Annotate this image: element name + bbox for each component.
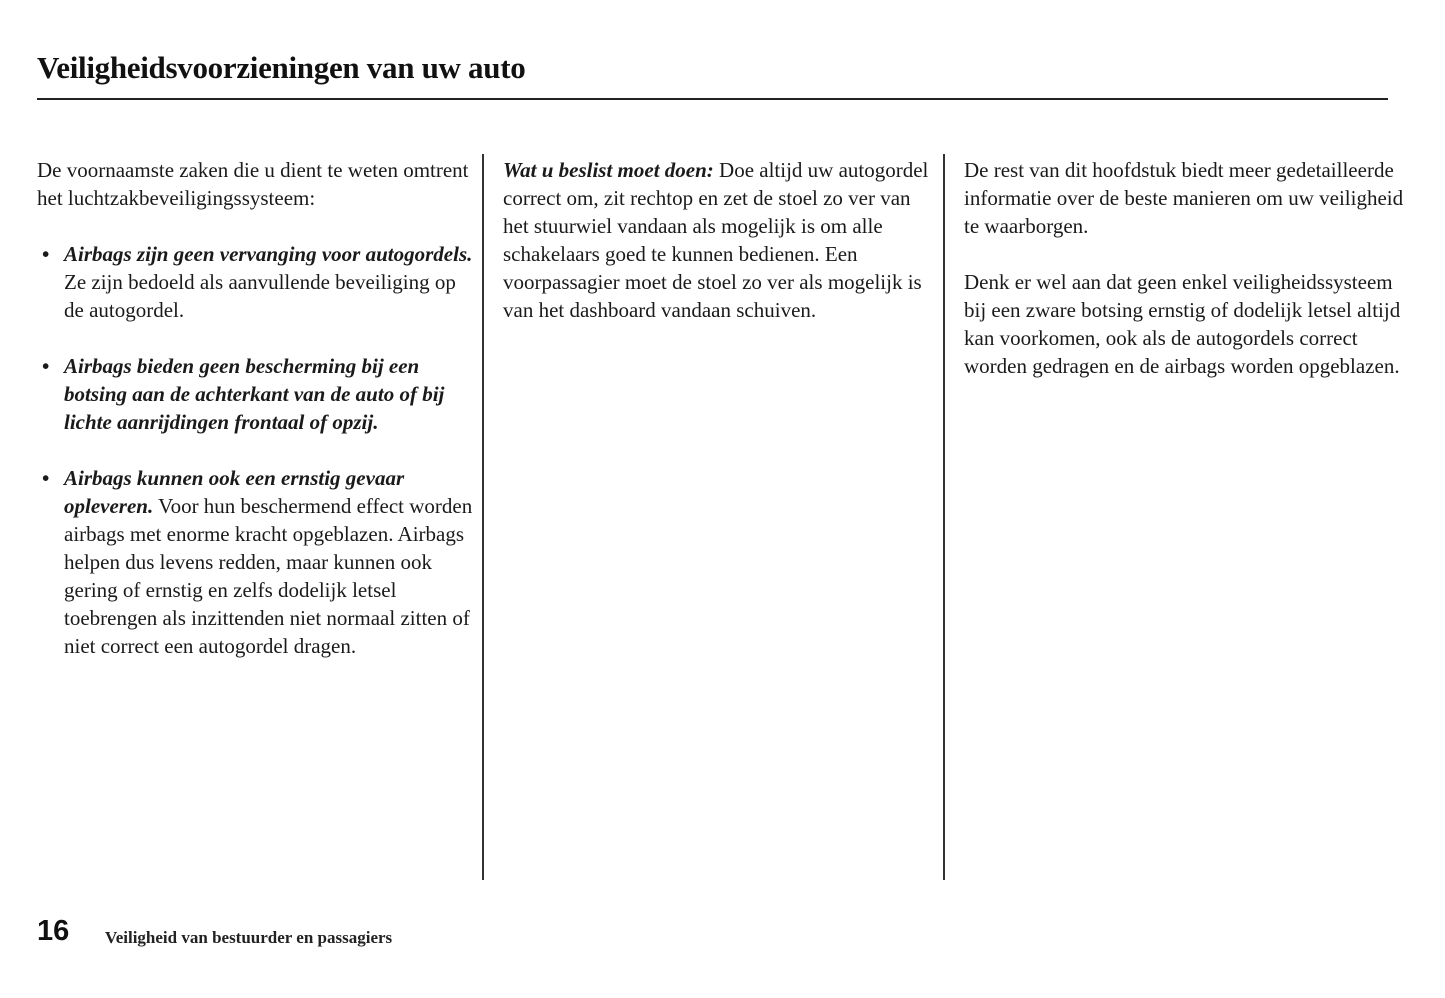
bullet-icon: • bbox=[42, 242, 50, 266]
bullet-icon: • bbox=[42, 354, 50, 378]
bullet-emphasis: Airbags bieden geen bescherming bij een botsing aan de achterkant van de auto of bij lichte aanrijdingen frontaal of opzij. bbox=[64, 354, 445, 434]
title-rule bbox=[37, 98, 1388, 100]
airbag-bullet-list bbox=[37, 240, 477, 660]
info-paragraph: De rest van dit hoofdstuk biedt meer gedetailleerde informatie over de beste manieren om uw veiligheid te waarborgen. bbox=[964, 158, 1404, 238]
page-number: 16 bbox=[37, 915, 70, 947]
warning-paragraph: Denk er wel aan dat geen enkel veiligheidssysteem bij een zware botsing ernstig of dodelijk letsel altijd kan voorkomen, ook als de autogordels correct worden gedragen en de airbags worden opgeblazen. bbox=[964, 270, 1401, 378]
column-2 bbox=[503, 156, 933, 352]
list-item bbox=[37, 240, 477, 324]
intro-paragraph: De voornaamste zaken die u dient te weten omtrent het luchtzakbeveiligingssysteem: bbox=[37, 158, 469, 210]
column-divider bbox=[943, 154, 945, 880]
column-1 bbox=[37, 156, 477, 688]
list-item bbox=[37, 464, 477, 660]
bullet-text: Ze zijn bedoeld als aanvullende beveiliging op de autogordel. bbox=[64, 270, 456, 322]
bullet-icon: • bbox=[42, 466, 50, 490]
instruction-text: Doe altijd uw autogordel correct om, zit rechtop en zet de stoel zo ver van het stuurwiel vandaan als mogelijk is om alle schakelaars goed te kunnen bedienen. Een voorpassagier moet de stoel zo ver als mogelijk is van het dashboard vandaan schuiven. bbox=[503, 158, 929, 322]
bullet-text: Voor hun beschermend effect worden airbags met enorme kracht opgeblazen. Airbags helpen dus levens redden, maar kunnen ook gering of ernstig en zelfs dodelijk letsel toebrengen als inzittenden niet normaal zitten of niet correct een autogordel dragen. bbox=[64, 494, 473, 658]
list-item bbox=[37, 352, 477, 436]
bullet-emphasis: Airbags kunnen ook een ernstig gevaar opleveren. bbox=[64, 466, 405, 518]
section-title: Veiligheid van bestuurder en passagiers bbox=[105, 928, 393, 947]
column-divider bbox=[482, 154, 484, 880]
instruction-paragraph bbox=[503, 156, 933, 324]
bullet-emphasis: Airbags zijn geen vervanging voor autogordels. bbox=[64, 242, 473, 266]
instruction-lead: Wat u beslist moet doen: bbox=[503, 158, 714, 182]
page-title: Veiligheidsvoorzieningen van uw auto bbox=[37, 50, 526, 85]
column-3 bbox=[964, 156, 1404, 408]
